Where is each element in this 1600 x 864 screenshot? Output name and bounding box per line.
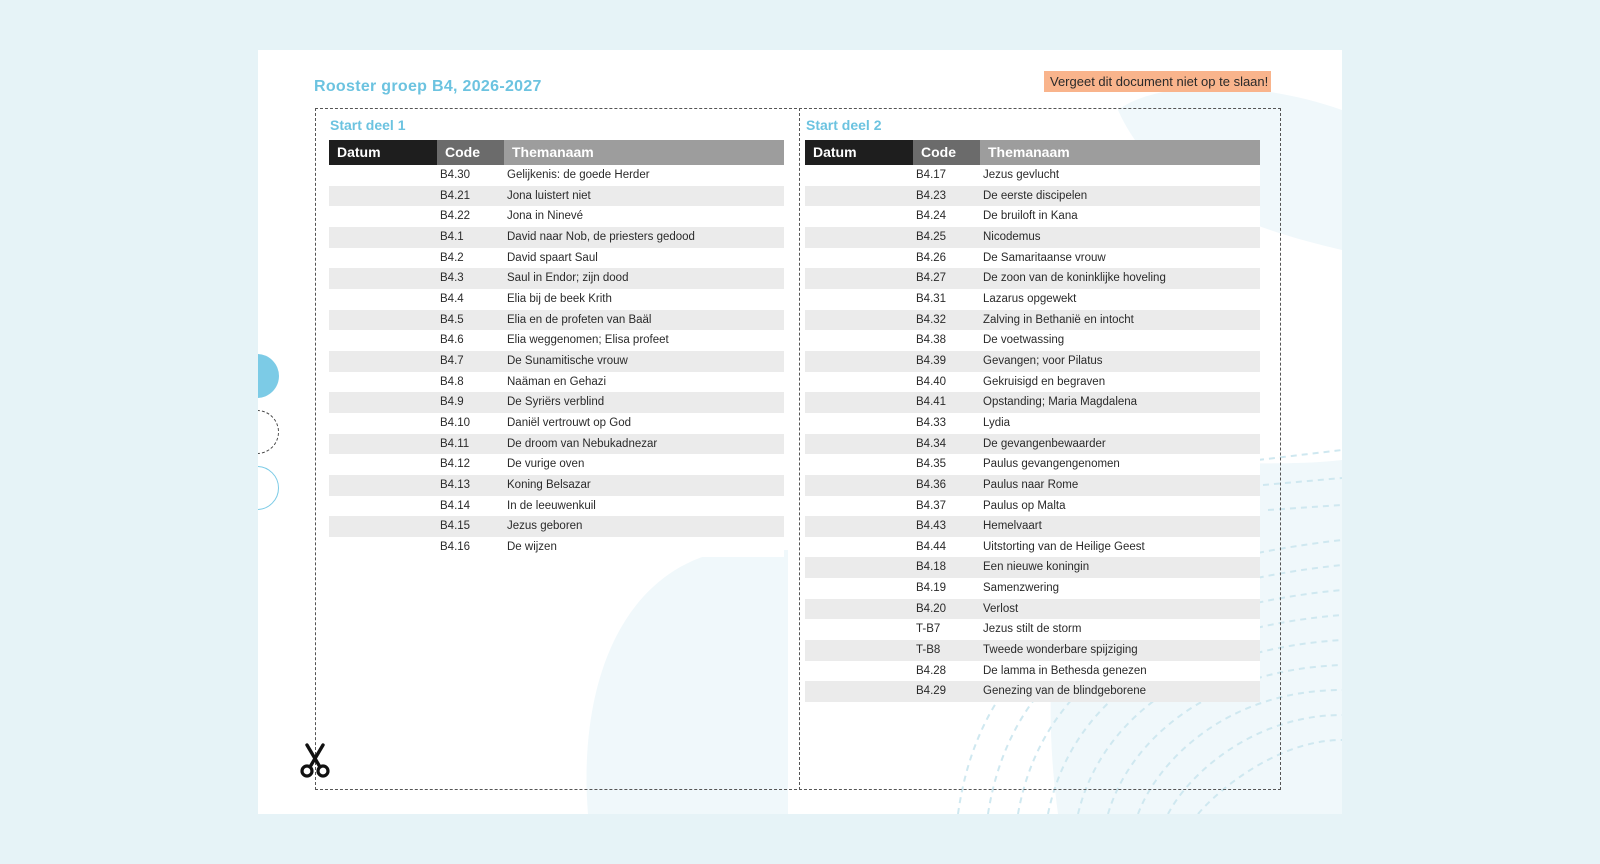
table-row — [329, 186, 784, 207]
cell-code: B4.38 — [916, 334, 947, 347]
cell-themanaam: De voetwassing — [983, 334, 1065, 347]
cell-datum — [329, 372, 437, 393]
cell-datum — [329, 206, 437, 227]
cell-datum — [329, 392, 437, 413]
cell-datum — [329, 454, 437, 475]
cell-themanaam: In de leeuwenkuil — [507, 499, 596, 512]
table-row — [805, 640, 1260, 661]
cell-themanaam: Gekruisigd en begraven — [983, 375, 1106, 388]
cell-datum — [805, 206, 913, 227]
table-row — [805, 454, 1260, 475]
cell-datum — [329, 537, 437, 558]
cell-datum — [329, 351, 437, 372]
table-row — [329, 496, 784, 517]
table-row — [805, 619, 1260, 640]
table-body — [805, 165, 1260, 702]
cell-datum — [805, 413, 913, 434]
cell-datum — [805, 475, 913, 496]
column-header-datum: Datum — [329, 140, 437, 165]
cell-themanaam: De Samaritaanse vrouw — [983, 251, 1106, 264]
cell-code: B4.30 — [440, 169, 471, 181]
cell-themanaam: De wijzen — [507, 540, 557, 553]
table-row — [805, 351, 1260, 372]
cell-datum — [329, 475, 437, 496]
table-row — [805, 434, 1260, 455]
table-row — [805, 661, 1260, 682]
cell-code: B4.20 — [916, 602, 947, 615]
cell-themanaam: Elia bij de beek Krith — [507, 292, 612, 305]
cell-datum — [805, 557, 913, 578]
cell-themanaam: Elia en de profeten van Baäl — [507, 313, 652, 326]
cell-code: B4.29 — [916, 685, 947, 698]
cell-datum — [329, 496, 437, 517]
cell-code: B4.28 — [916, 664, 947, 677]
cell-code: B4.40 — [916, 375, 947, 388]
cell-themanaam: Paulus naar Rome — [983, 478, 1079, 491]
cell-themanaam: Nicodemus — [983, 230, 1041, 243]
scissors-icon — [299, 743, 331, 779]
table-row — [329, 372, 784, 393]
cell-code: B4.35 — [916, 458, 947, 471]
cell-datum — [805, 248, 913, 269]
cut-line-divider — [799, 108, 800, 790]
table-row — [805, 268, 1260, 289]
cell-code: B4.24 — [916, 210, 947, 223]
cell-themanaam: Naäman en Gehazi — [507, 375, 607, 388]
cell-code: B4.21 — [440, 189, 471, 202]
table-body — [329, 165, 784, 557]
cell-themanaam: Opstanding; Maria Magdalena — [983, 396, 1138, 409]
cell-code: B4.34 — [916, 437, 947, 450]
cell-themanaam: De eerste discipelen — [983, 189, 1088, 202]
cell-datum — [805, 537, 913, 558]
table-row — [805, 310, 1260, 331]
cell-datum — [805, 640, 913, 661]
cell-code: B4.18 — [916, 561, 947, 574]
table-row — [329, 268, 784, 289]
cell-datum — [805, 351, 913, 372]
cell-datum — [329, 310, 437, 331]
table-row — [329, 248, 784, 269]
cell-datum — [805, 372, 913, 393]
cell-code: B4.7 — [440, 354, 464, 367]
cell-code: T-B7 — [916, 623, 941, 636]
cell-themanaam: Samenzwering — [983, 582, 1060, 595]
cell-datum — [805, 310, 913, 331]
cell-datum — [329, 165, 437, 186]
table-row — [805, 475, 1260, 496]
table-row — [329, 310, 784, 331]
cell-themanaam: Jezus geboren — [507, 520, 583, 533]
cell-datum — [805, 599, 913, 620]
table-row — [805, 537, 1260, 558]
cell-datum — [329, 268, 437, 289]
cell-themanaam: Jezus stilt de storm — [983, 623, 1082, 636]
cell-datum — [805, 454, 913, 475]
cell-code: B4.9 — [440, 396, 464, 409]
cell-datum — [329, 434, 437, 455]
cell-datum — [805, 496, 913, 517]
cell-datum — [329, 227, 437, 248]
cell-code: B4.2 — [440, 251, 464, 264]
cell-code: B4.43 — [916, 520, 947, 533]
column-header-code: Code — [437, 140, 504, 165]
table-row — [329, 516, 784, 537]
cell-code: B4.22 — [440, 210, 471, 223]
cell-datum — [805, 619, 913, 640]
cell-code: B4.25 — [916, 230, 947, 243]
cell-themanaam: Verlost — [983, 602, 1019, 615]
cell-code: B4.1 — [440, 230, 464, 243]
section-heading-deel-2: Start deel 2 — [806, 117, 882, 133]
table-row — [805, 227, 1260, 248]
table-row — [805, 330, 1260, 351]
cell-datum — [805, 330, 913, 351]
cell-code: B4.33 — [916, 416, 947, 429]
cell-datum — [805, 578, 913, 599]
cell-code: B4.15 — [440, 520, 471, 533]
cell-datum — [329, 248, 437, 269]
cell-themanaam: Zalving in Bethanië en intocht — [983, 313, 1134, 326]
table-row — [805, 248, 1260, 269]
cell-themanaam: Genezing van de blindgeborene — [983, 685, 1147, 698]
cell-themanaam: De zoon van de koninklijke hoveling — [983, 272, 1166, 285]
cell-themanaam: Lazarus opgewekt — [983, 292, 1077, 305]
table-row — [805, 516, 1260, 537]
table-row — [329, 206, 784, 227]
cell-themanaam: Paulus op Malta — [983, 499, 1066, 512]
table-header — [805, 140, 1260, 165]
cell-themanaam: Paulus gevangengenomen — [983, 458, 1120, 471]
column-header-datum: Datum — [805, 140, 913, 165]
schedule-table-deel-2 — [805, 140, 1260, 702]
cell-themanaam: Een nieuwe koningin — [983, 561, 1090, 574]
table-row — [805, 206, 1260, 227]
cell-themanaam: Jona in Ninevé — [507, 210, 584, 223]
table-row — [805, 599, 1260, 620]
cell-themanaam: David spaart Saul — [507, 251, 598, 264]
cell-themanaam: Gevangen; voor Pilatus — [983, 354, 1103, 367]
cell-code: B4.36 — [916, 478, 947, 491]
cell-code: B4.37 — [916, 499, 947, 512]
cell-code: B4.31 — [916, 292, 947, 305]
save-reminder-badge: Vergeet dit document niet op te slaan! — [1044, 71, 1271, 92]
cell-datum — [329, 330, 437, 351]
table-row — [329, 330, 784, 351]
table-row — [805, 557, 1260, 578]
cell-themanaam: Jona luistert niet — [507, 189, 591, 202]
section-heading-deel-1: Start deel 1 — [330, 117, 406, 133]
cell-datum — [805, 227, 913, 248]
table-row — [329, 537, 784, 558]
cell-code: B4.17 — [916, 169, 947, 181]
cell-code: B4.23 — [916, 189, 947, 202]
table-row — [805, 186, 1260, 207]
table-row — [805, 681, 1260, 702]
table-row — [329, 475, 784, 496]
table-row — [329, 413, 784, 434]
table-row — [805, 496, 1260, 517]
cell-themanaam: De gevangenbewaarder — [983, 437, 1106, 450]
cell-themanaam: Elia weggenomen; Elisa profeet — [507, 334, 669, 347]
cell-code: B4.3 — [440, 272, 464, 285]
schedule-table-deel-1 — [329, 140, 784, 557]
cell-datum — [805, 289, 913, 310]
cell-themanaam: David naar Nob, de priesters gedood — [507, 230, 695, 243]
table-row — [329, 165, 784, 186]
cell-code: B4.32 — [916, 313, 947, 326]
cell-themanaam: Daniël vertrouwt op God — [507, 416, 632, 429]
cell-code: B4.11 — [440, 437, 470, 450]
cell-code: B4.4 — [440, 292, 464, 305]
cell-code: B4.26 — [916, 251, 947, 264]
cell-themanaam: De bruiloft in Kana — [983, 210, 1078, 223]
cell-themanaam: Lydia — [983, 416, 1011, 429]
cell-datum — [805, 392, 913, 413]
cell-code: T-B8 — [916, 644, 941, 657]
cell-code: B4.16 — [440, 540, 471, 553]
table-row — [329, 289, 784, 310]
cell-code: B4.19 — [916, 582, 947, 595]
cell-code: B4.39 — [916, 354, 947, 367]
cell-themanaam: Koning Belsazar — [507, 478, 591, 491]
table-row — [329, 227, 784, 248]
cell-datum — [329, 516, 437, 537]
cell-datum — [805, 165, 913, 186]
cell-code: B4.13 — [440, 478, 471, 491]
cell-themanaam: De Syriërs verblind — [507, 396, 605, 409]
column-header-code: Code — [913, 140, 980, 165]
cell-datum — [329, 186, 437, 207]
cell-themanaam: Gelijkenis: de goede Herder — [507, 169, 650, 181]
cell-themanaam: De Sunamitische vrouw — [507, 354, 628, 367]
table-row — [805, 392, 1260, 413]
table-row — [805, 413, 1260, 434]
column-header-themanaam: Themanaam — [980, 140, 1260, 165]
cell-themanaam: Uitstorting van de Heilige Geest — [983, 540, 1145, 553]
schedule-page — [258, 50, 1342, 814]
table-row — [805, 165, 1260, 186]
cell-datum — [805, 186, 913, 207]
cell-code: B4.44 — [916, 540, 947, 553]
cell-datum — [805, 681, 913, 702]
cell-datum — [329, 289, 437, 310]
cell-code: B4.27 — [916, 272, 947, 285]
cell-code: B4.41 — [916, 396, 947, 409]
cell-themanaam: Jezus gevlucht — [983, 169, 1060, 181]
cell-themanaam: Hemelvaart — [983, 520, 1042, 533]
cell-datum — [805, 661, 913, 682]
cell-themanaam: De droom van Nebukadnezar — [507, 437, 658, 450]
cell-themanaam: Tweede wonderbare spijziging — [983, 644, 1138, 657]
table-row — [329, 392, 784, 413]
cell-code: B4.6 — [440, 334, 464, 347]
cell-code: B4.12 — [440, 458, 471, 471]
cell-datum — [805, 516, 913, 537]
table-header — [329, 140, 784, 165]
cell-themanaam: Saul in Endor; zijn dood — [507, 272, 629, 285]
table-row — [329, 351, 784, 372]
cell-datum — [805, 268, 913, 289]
cell-code: B4.8 — [440, 375, 464, 388]
table-row — [805, 289, 1260, 310]
cell-themanaam: De vurige oven — [507, 458, 585, 471]
cell-datum — [329, 413, 437, 434]
column-header-themanaam: Themanaam — [504, 140, 784, 165]
table-row — [329, 434, 784, 455]
cell-code: B4.5 — [440, 313, 464, 326]
page-title: Rooster groep B4, 2026-2027 — [314, 78, 542, 95]
table-row — [805, 372, 1260, 393]
cell-code: B4.10 — [440, 416, 471, 429]
table-row — [805, 578, 1260, 599]
cell-themanaam: De lamma in Bethesda genezen — [983, 664, 1147, 677]
cell-code: B4.14 — [440, 499, 471, 512]
table-row — [329, 454, 784, 475]
cell-datum — [805, 434, 913, 455]
